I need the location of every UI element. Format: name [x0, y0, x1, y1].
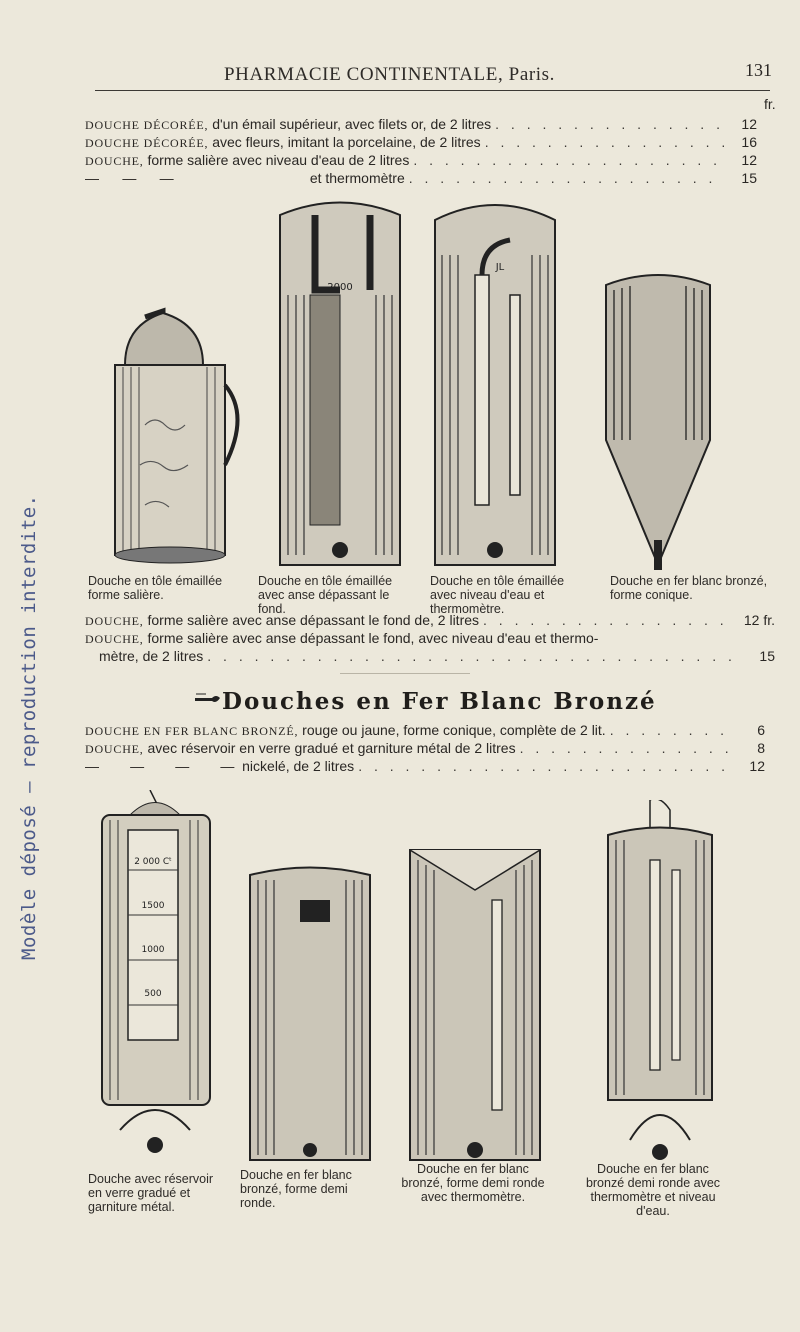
- half-round-douche-level-illustration: [600, 800, 720, 1165]
- price-row: — — — et thermomètre . . . 15: [85, 170, 757, 188]
- price-row: DOUCHE, forme salière avec anse dépassant le fond de, 2 litres . . . 12 fr.: [85, 612, 775, 630]
- graduation-label: 500: [144, 989, 162, 999]
- price-row: DOUCHE, forme salière avec anse dépassant le fond, avec niveau d'eau et thermo-: [85, 630, 599, 646]
- price-row: DOUCHE DÉCORÉE, avec fleurs, imitant la porcelaine, de 2 litres . . . 16: [85, 134, 757, 152]
- graduation-label: 1000: [141, 945, 165, 955]
- pointing-hand-icon: [194, 690, 222, 708]
- price-row: DOUCHE, avec réservoir en verre gradué et garniture métal de 2 litres . . . 8: [85, 740, 765, 758]
- douche-with-handle-illustration: [260, 195, 420, 567]
- price-list-top: [85, 116, 757, 188]
- price-list-bottom: [85, 722, 765, 776]
- figure-caption: Douche en tôle émaillée forme salière.: [88, 574, 223, 602]
- figure-caption: Douche en fer blanc bronzé, forme demi ronde.: [240, 1168, 352, 1210]
- price-row: DOUCHE DÉCORÉE, d'un émail supérieur, avec filets or, de 2 litres . . . 12: [85, 116, 757, 134]
- section-title: Douches en Fer Blanc Bronzé: [222, 688, 657, 715]
- label-2000: 2000: [327, 282, 353, 293]
- price-row: — — — — nickelé, de 2 litres . . . 12: [85, 758, 765, 776]
- price-row: mètre, de 2 litres . . . 15: [85, 648, 775, 666]
- conical-douche-illustration: [598, 270, 718, 570]
- price-row: DOUCHE EN FER BLANC BRONZÉ, rouge ou jaune, forme conique, complète de 2 lit. . . . 6: [85, 722, 765, 740]
- figure-caption: Douche en fer blanc bronzé, forme conique.: [610, 574, 768, 602]
- label-jl: JL: [495, 262, 505, 273]
- divider: [340, 673, 470, 674]
- douche-with-thermometer-illustration: [420, 195, 570, 567]
- figure-caption: Douche en fer blanc bronzé, forme demi ronde avec thermomètre.: [401, 1162, 545, 1204]
- figure-caption: Douche en tôle émaillée avec anse dépassant le fond.: [258, 574, 393, 616]
- figure-caption: Douche en fer blanc bronzé demi ronde avec thermomètre et niveau d'eau.: [585, 1162, 721, 1218]
- salt-shaker-douche-illustration: [85, 305, 245, 570]
- page-number: 131: [745, 60, 772, 80]
- vertical-watermark: Modèle déposé — reproduction interdite.: [18, 494, 40, 960]
- graduation-label: 2 000 Cᵗ: [134, 857, 172, 867]
- header-rule: [95, 90, 770, 91]
- page-title: PHARMACIE CONTINENTALE, Paris.: [224, 64, 556, 85]
- price-row: DOUCHE, forme salière avec niveau d'eau de 2 litres . . . 12: [85, 152, 757, 170]
- graduated-reservoir-douche-illustration: [90, 790, 220, 1160]
- currency-unit: fr.: [764, 96, 776, 112]
- figure-caption: Douche en tôle émaillée avec niveau d'eau et thermomètre.: [430, 574, 565, 616]
- half-round-douche-illustration: [240, 860, 380, 1165]
- figure-caption: Douche avec réservoir en verre gradué et garniture métal.: [88, 1172, 214, 1214]
- half-round-douche-thermometer-illustration: [400, 830, 550, 1165]
- price-list-middle: [85, 612, 775, 666]
- graduation-label: 1500: [141, 901, 165, 911]
